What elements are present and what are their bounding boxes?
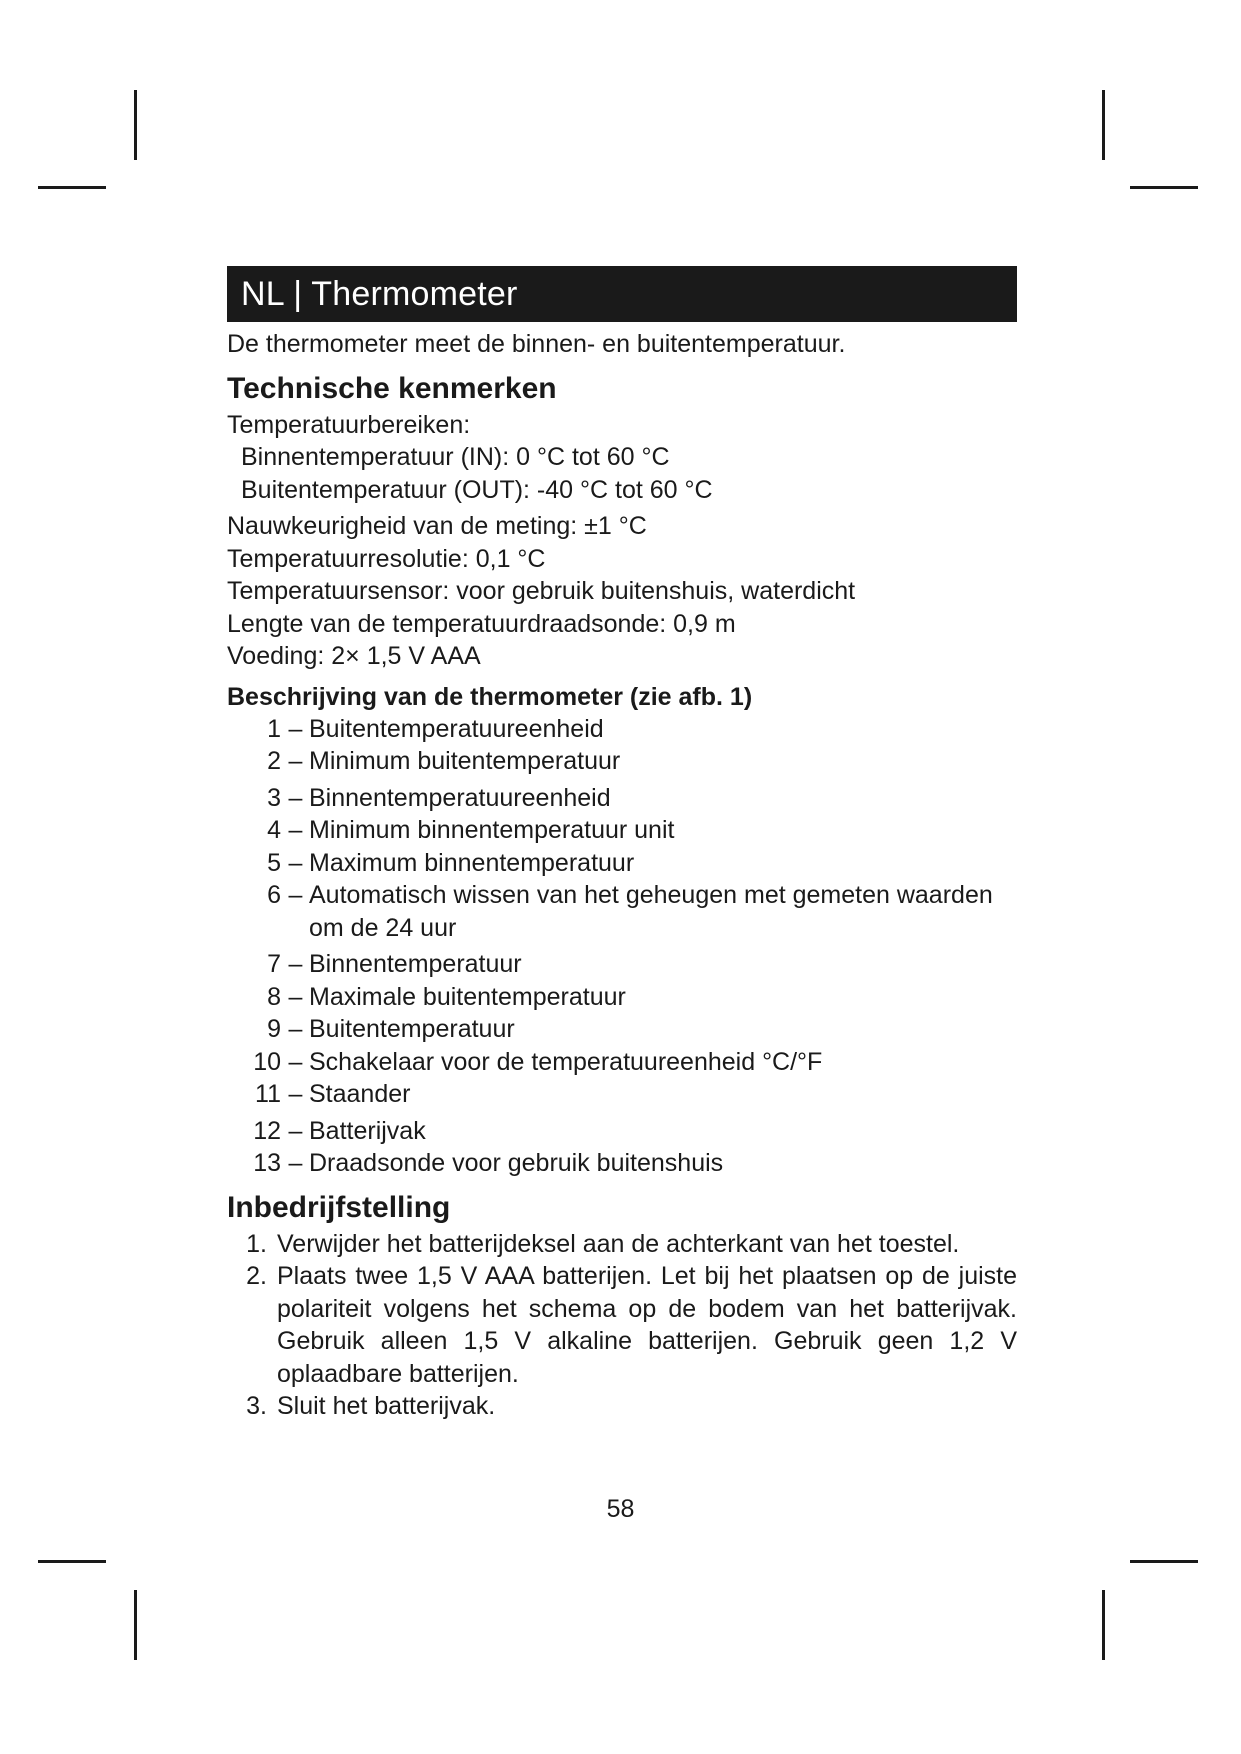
item-separator: – [288,1080,303,1108]
item-text: Binnentemperatuureenheid [309,783,611,812]
item-text: Binnentemperatuur [309,950,522,978]
item-number: 10 [253,1047,281,1076]
item-separator: – [288,1047,303,1076]
list-item [227,814,1017,847]
list-item [227,847,1017,880]
step-number: 1. [246,1229,267,1258]
list-item [227,981,1017,1014]
item-separator: – [288,783,303,812]
setup-step [227,1390,1017,1423]
item-number: 2 [267,747,281,775]
item-text: Schakelaar voor de temperatuureenheid °C/°F [309,1047,823,1076]
setup-heading: Inbedrijfstelling [227,1190,451,1224]
crop-mark [1130,1560,1198,1563]
page-title: NL | Thermometer [227,266,1017,322]
crop-mark [1102,90,1105,160]
power: Voeding: 2× 1,5 V AAA [227,642,481,670]
list-item [227,713,1017,746]
item-separator: – [288,1116,303,1145]
crop-mark [134,90,137,160]
item-number: 4 [267,816,281,844]
step-number: 2. [246,1262,267,1290]
list-item [227,948,1017,981]
item-number: 13 [253,1149,281,1177]
item-separator: – [288,848,303,877]
list-item [227,745,1017,778]
ranges-label: Temperatuurbereiken: [227,410,471,439]
list-item [227,1147,1017,1180]
crop-mark [1102,1590,1105,1660]
item-number: 5 [267,848,281,877]
setup-step [227,1260,1017,1390]
probe-length: Lengte van de temperatuurdraadsonde: 0,9 m [227,609,736,638]
item-text: Minimum binnentemperatuur unit [309,816,675,844]
item-text: Maximale buitentemperatuur [309,982,626,1011]
crop-mark [38,186,106,189]
crop-mark [134,1590,137,1660]
item-number: 12 [253,1116,281,1145]
crop-mark [38,1560,106,1563]
range-in: Binnentemperatuur (IN): 0 °C tot 60 °C [241,443,670,471]
item-text: Minimum buitentemperatuur [309,747,621,775]
list-item [227,1046,1017,1079]
resolution: Temperatuurresolutie: 0,1 °C [227,544,546,573]
item-number: 1 [267,714,281,743]
list-item [227,1115,1017,1148]
description-heading: Beschrijving van de thermometer (zie afb. 1) [227,682,753,711]
step-text: Plaats twee 1,5 V AAA batterijen. Let bij het plaatsen op de juiste polariteit volgens het schema op de bodem van het batterijvak. Gebruik alleen 1,5 V alkaline batterijen. Gebruik geen 1,2 V oplaadbare batterijen. [277,1262,1017,1388]
item-number: 6 [267,881,281,909]
item-number: 8 [267,982,281,1011]
specs-heading: Technische kenmerken [227,371,557,405]
item-text: Draadsonde voor gebruik buitenshuis [309,1149,724,1177]
item-separator: – [288,714,303,743]
item-number: 9 [267,1015,281,1043]
step-number: 3. [246,1392,267,1420]
intro-text: De thermometer meet de binnen- en buitentemperatuur. [227,330,846,358]
item-separator: – [288,982,303,1011]
step-text: Verwijder het batterijdeksel aan de achterkant van het toestel. [277,1229,960,1258]
setup-step [227,1228,1017,1261]
item-separator: – [288,1149,303,1177]
list-item [227,879,1017,944]
item-number: 3 [267,783,281,812]
step-text: Sluit het batterijvak. [277,1392,496,1420]
item-separator: – [288,950,303,978]
sensor: Temperatuursensor: voor gebruik buitenshuis, waterdicht [227,577,856,605]
accuracy: Nauwkeurigheid van de meting: ±1 °C [227,512,647,540]
item-separator: – [288,1015,303,1043]
item-text: Buitentemperatuureenheid [309,714,604,743]
list-item [227,1013,1017,1046]
setup-steps [227,1228,1017,1423]
item-number: 11 [255,1080,281,1108]
item-separator: – [288,881,303,909]
list-item [227,782,1017,815]
item-text: Batterijvak [309,1116,426,1145]
list-item [227,1078,1017,1111]
item-separator: – [288,747,303,775]
description-list [227,713,1017,1180]
range-out: Buitentemperatuur (OUT): -40 °C tot 60 °C [241,475,713,504]
item-separator: – [288,816,303,844]
item-text: Buitentemperatuur [309,1015,515,1043]
item-number: 7 [267,950,281,978]
item-text: Staander [309,1080,411,1108]
item-text: Automatisch wissen van het geheugen met gemeten waarden om de 24 uur [309,881,993,942]
crop-mark [1130,186,1198,189]
item-text: Maximum binnentemperatuur [309,848,635,877]
page-content [227,266,1017,1423]
page-number: 58 [606,1495,635,1523]
